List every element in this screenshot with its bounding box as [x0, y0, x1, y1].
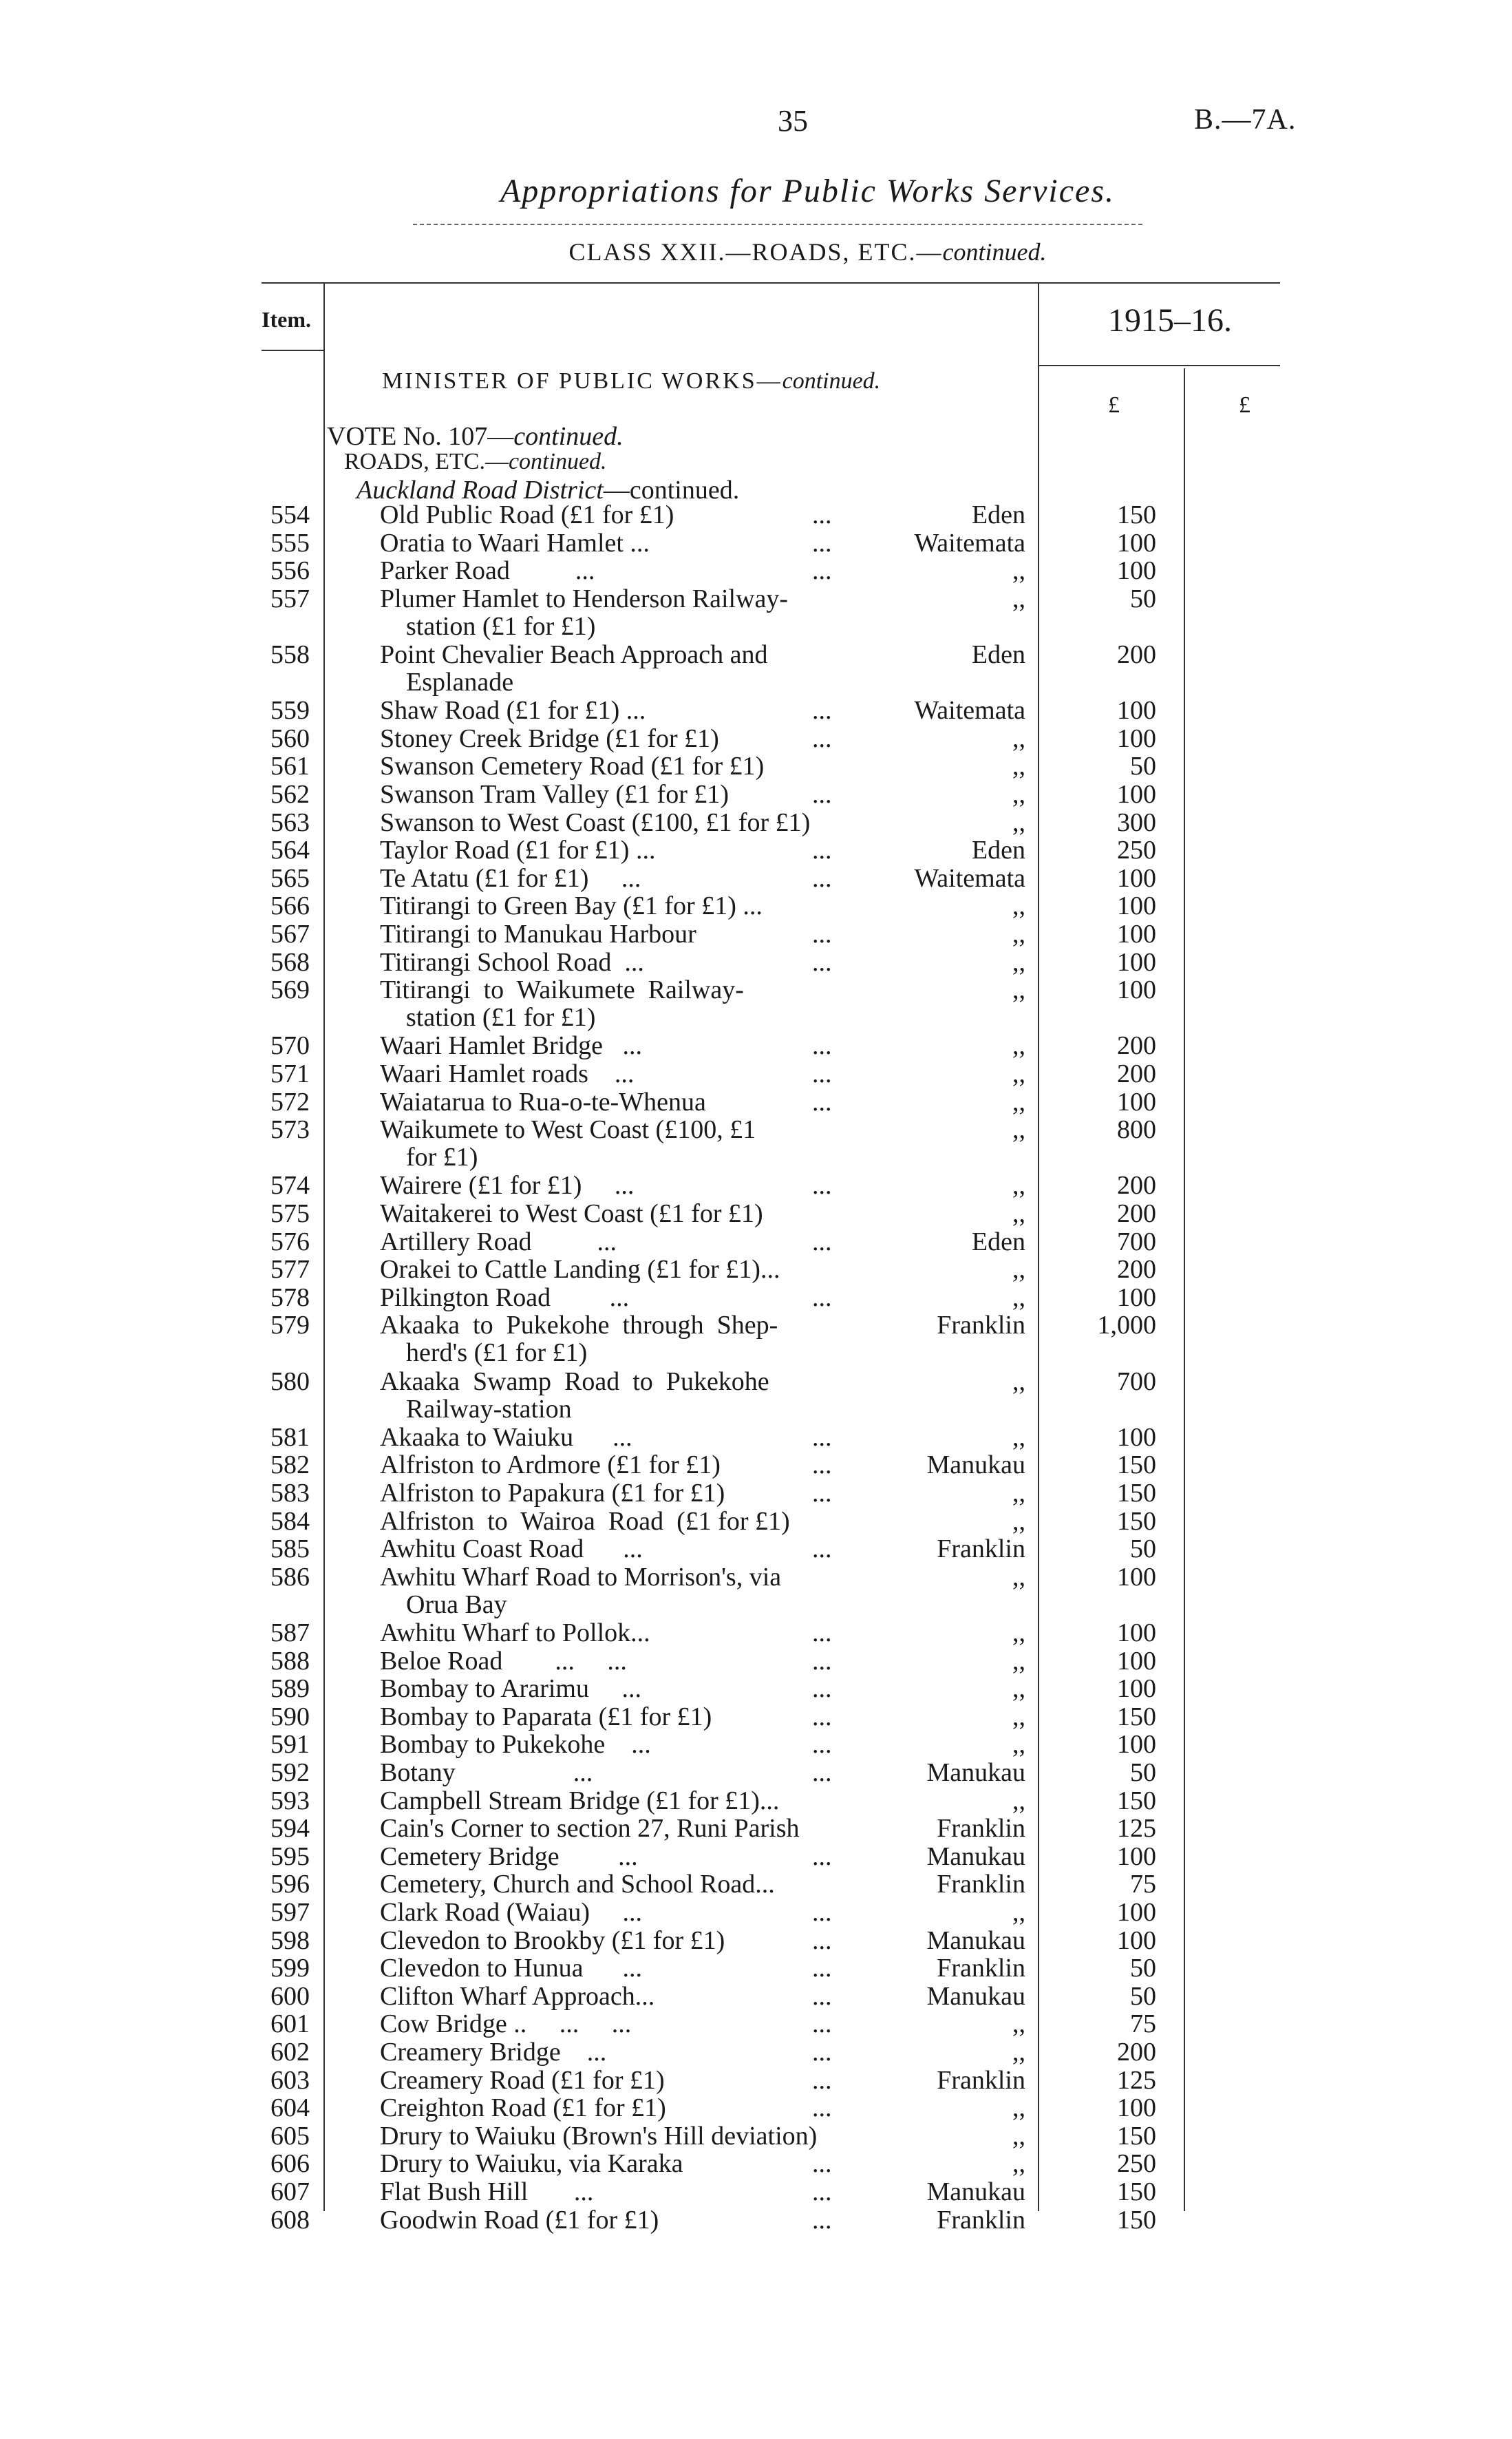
item-description: Bombay to Pukekohe ... — [380, 1730, 651, 1759]
item-description: Alfriston to Wairoa Road (£1 for £1) — [380, 1507, 790, 1536]
item-column-header: Item. — [262, 307, 311, 332]
item-description: Bombay to Ararimu ... — [380, 1674, 641, 1703]
leader-dots: ... — [812, 1926, 832, 1955]
amount: 700 — [1117, 1367, 1156, 1396]
amount: 125 — [1117, 2066, 1156, 2095]
item-number: 599 — [270, 1954, 310, 1983]
amount: 100 — [1117, 529, 1156, 558]
pound-symbol-total: £ — [1239, 392, 1250, 418]
item-number: 604 — [270, 2093, 310, 2122]
item-description: Clevedon to Hunua ... — [380, 1954, 643, 1983]
title-divider — [413, 224, 1142, 225]
item-description: Bombay to Paparata (£1 for £1) — [380, 1702, 712, 1731]
leader-dots: ... — [812, 1954, 832, 1983]
item-number: 597 — [270, 1898, 310, 1927]
item-number: 594 — [270, 1814, 310, 1843]
amount: 50 — [1130, 1758, 1156, 1787]
item-number: 573 — [270, 1115, 310, 1144]
item-description: Awhitu Wharf Road to Morrison's, via — [380, 1563, 782, 1592]
amount: 100 — [1117, 1842, 1156, 1871]
district-name: Franklin — [937, 1311, 1025, 1340]
district-name: ,, — [1012, 1283, 1025, 1312]
district-name: ,, — [1012, 2122, 1025, 2151]
item-number: 568 — [270, 948, 310, 977]
item-number: 605 — [270, 2122, 310, 2151]
item-description: Taylor Road (£1 for £1) ... — [380, 836, 656, 865]
item-number: 569 — [270, 975, 310, 1004]
leader-dots: ... — [812, 500, 832, 529]
item-description: Waari Hamlet Bridge ... — [380, 1031, 643, 1060]
district-name: Waitemata — [914, 864, 1025, 893]
district-name: ,, — [1012, 2093, 1025, 2122]
district-name: Eden — [971, 500, 1025, 529]
item-description: Alfriston to Papakura (£1 for £1) — [380, 1479, 725, 1508]
leader-dots: ... — [812, 1982, 832, 2011]
district-name: ,, — [1012, 556, 1025, 585]
item-number: 589 — [270, 1674, 310, 1703]
amount: 100 — [1117, 975, 1156, 1004]
amount: 50 — [1130, 1534, 1156, 1563]
item-number: 559 — [270, 696, 310, 725]
item-description: Drury to Waiuku, via Karaka — [380, 2149, 683, 2178]
item-number: 598 — [270, 1926, 310, 1955]
item-number: 566 — [270, 891, 310, 920]
amount: 100 — [1117, 780, 1156, 809]
item-description: Orakei to Cattle Landing (£1 for £1)... — [380, 1255, 780, 1284]
item-description: Clevedon to Brookby (£1 for £1) — [380, 1926, 725, 1955]
class-label: CLASS XXII.—ROADS, ETC.— — [568, 238, 943, 266]
item-description: Creighton Road (£1 for £1) — [380, 2093, 666, 2122]
item-description: Flat Bush Hill ... — [380, 2177, 594, 2206]
amount: 50 — [1130, 1982, 1156, 2011]
item-number: 575 — [270, 1199, 310, 1228]
leader-dots: ... — [812, 696, 832, 725]
district-name: ,, — [1012, 1786, 1025, 1815]
document-reference: B.—7A. — [1194, 104, 1297, 136]
amount: 100 — [1117, 1926, 1156, 1955]
amount: 100 — [1117, 1563, 1156, 1592]
amount: 1,000 — [1097, 1311, 1156, 1340]
item-number: 562 — [270, 780, 310, 809]
district-name: ,, — [1012, 1255, 1025, 1284]
item-description: Awhitu Coast Road ... — [380, 1534, 643, 1563]
item-number: 567 — [270, 920, 310, 949]
amount: 75 — [1130, 1870, 1156, 1899]
district-name: Franklin — [937, 2066, 1025, 2095]
district-name: ,, — [1012, 891, 1025, 920]
item-number: 556 — [270, 556, 310, 585]
item-description: Waitakerei to West Coast (£1 for £1) — [380, 1199, 763, 1228]
amount: 250 — [1117, 836, 1156, 865]
item-description: Plumer Hamlet to Henderson Railway- — [380, 584, 789, 613]
district-name: Franklin — [937, 2206, 1025, 2235]
item-description: Swanson Cemetery Road (£1 for £1) — [380, 752, 765, 781]
amount: 100 — [1117, 920, 1156, 949]
district-name: ,, — [1012, 2038, 1025, 2067]
item-number: 596 — [270, 1870, 310, 1899]
item-number: 585 — [270, 1534, 310, 1563]
roads-heading — [344, 449, 607, 475]
item-description: Titirangi School Road ... — [380, 948, 644, 977]
item-description: Stoney Creek Bridge (£1 for £1) — [380, 724, 719, 753]
item-number: 555 — [270, 529, 310, 558]
item-number: 588 — [270, 1647, 310, 1676]
amount: 125 — [1117, 1814, 1156, 1843]
leader-dots: ... — [812, 1423, 832, 1452]
amount: 100 — [1117, 556, 1156, 585]
leader-dots: ... — [812, 1059, 832, 1088]
roads-continued: continued. — [508, 449, 607, 474]
item-description: Pilkington Road ... — [380, 1283, 630, 1312]
amount: 200 — [1117, 1171, 1156, 1200]
leader-dots: ... — [812, 1088, 832, 1117]
item-number: 564 — [270, 836, 310, 865]
item-description: Drury to Waiuku (Brown's Hill deviation) — [380, 2122, 818, 2151]
item-description: Waikumete to West Coast (£100, £1 — [380, 1115, 756, 1144]
district-name: ,, — [1012, 1199, 1025, 1228]
district-name: ,, — [1012, 948, 1025, 977]
item-description-continued: Railway-station — [406, 1395, 572, 1424]
amount: 200 — [1117, 1059, 1156, 1088]
item-number: 590 — [270, 1702, 310, 1731]
district-name: ,, — [1012, 1115, 1025, 1144]
leader-dots: ... — [812, 1171, 832, 1200]
district-name: ,, — [1012, 724, 1025, 753]
district-name: ,, — [1012, 975, 1025, 1004]
item-description: Wairere (£1 for £1) ... — [380, 1171, 635, 1200]
amount: 700 — [1117, 1227, 1156, 1256]
district-name: Manukau — [926, 1982, 1025, 2011]
district-name: ,, — [1012, 808, 1025, 837]
leader-dots: ... — [812, 1618, 832, 1647]
subtotal-column-divider — [1184, 368, 1185, 2211]
leader-dots: ... — [812, 1227, 832, 1256]
leader-dots: ... — [812, 1450, 832, 1479]
district-name: ,, — [1012, 2149, 1025, 2178]
leader-dots: ... — [812, 836, 832, 865]
district-name: ,, — [1012, 780, 1025, 809]
item-number: 560 — [270, 724, 310, 753]
leader-dots: ... — [812, 724, 832, 753]
leader-dots: ... — [812, 1674, 832, 1703]
item-description-continued: herd's (£1 for £1) — [406, 1338, 588, 1367]
district-name: ,, — [1012, 1507, 1025, 1536]
minister-heading — [382, 368, 880, 394]
item-description: Cain's Corner to section 27, Runi Parish — [380, 1814, 800, 1843]
item-description: Titirangi to Green Bay (£1 for £1) ... — [380, 891, 763, 920]
district-name: ,, — [1012, 1423, 1025, 1452]
item-number: 600 — [270, 1982, 310, 2011]
amount: 150 — [1117, 1507, 1156, 1536]
amount: 100 — [1117, 1898, 1156, 1927]
leader-dots: ... — [812, 1842, 832, 1871]
item-number: 561 — [270, 752, 310, 781]
district-name: ,, — [1012, 920, 1025, 949]
item-column-divider — [323, 284, 325, 2211]
district-continued: —continued. — [603, 476, 740, 505]
item-description: Alfriston to Ardmore (£1 for £1) — [380, 1450, 721, 1479]
item-description-continued: station (£1 for £1) — [406, 612, 596, 641]
district-name: ,, — [1012, 1088, 1025, 1117]
item-description: Te Atatu (£1 for £1) ... — [380, 864, 641, 893]
leader-dots: ... — [812, 1702, 832, 1731]
item-description: Beloe Road ... ... — [380, 1647, 627, 1676]
vote-label: VOTE No. 107— — [327, 422, 514, 451]
item-number: 570 — [270, 1031, 310, 1060]
district-name: ,, — [1012, 1702, 1025, 1731]
item-description: Waiatarua to Rua-o-te-Whenua — [380, 1088, 706, 1117]
item-number: 608 — [270, 2206, 310, 2235]
vote-continued: continued. — [513, 422, 624, 451]
district-name: ,, — [1012, 1563, 1025, 1592]
class-heading — [0, 237, 1512, 266]
item-description: Parker Road ... — [380, 556, 595, 585]
district-name: ,, — [1012, 752, 1025, 781]
item-description: Creamery Road (£1 for £1) — [380, 2066, 665, 2095]
district-name: Waitemata — [914, 696, 1025, 725]
item-number: 558 — [270, 640, 310, 669]
amount: 150 — [1117, 1702, 1156, 1731]
item-number: 557 — [270, 584, 310, 613]
item-number: 601 — [270, 2009, 310, 2038]
amount: 200 — [1117, 1031, 1156, 1060]
amount: 100 — [1117, 1088, 1156, 1117]
item-header-rule — [262, 350, 323, 351]
leader-dots: ... — [812, 1647, 832, 1676]
district-name: Manukau — [926, 1450, 1025, 1479]
item-number: 591 — [270, 1730, 310, 1759]
item-description: Cemetery, Church and School Road... — [380, 1870, 775, 1899]
amount: 150 — [1117, 2177, 1156, 2206]
amount: 100 — [1117, 891, 1156, 920]
item-number: 563 — [270, 808, 310, 837]
amount: 50 — [1130, 752, 1156, 781]
district-name: Franklin — [937, 1870, 1025, 1899]
district-name: Eden — [971, 640, 1025, 669]
item-description: Akaaka to Waiuku ... — [380, 1423, 632, 1452]
amount: 800 — [1117, 1115, 1156, 1144]
item-number: 571 — [270, 1059, 310, 1088]
item-description: Akaaka to Pukekohe through Shep- — [380, 1311, 778, 1340]
district-name: ,, — [1012, 1171, 1025, 1200]
item-description: Clark Road (Waiau) ... — [380, 1898, 643, 1927]
leader-dots: ... — [812, 2206, 832, 2235]
leader-dots: ... — [812, 2009, 832, 2038]
district-name: Eden — [971, 1227, 1025, 1256]
amount: 200 — [1117, 2038, 1156, 2067]
item-description: Swanson Tram Valley (£1 for £1) — [380, 780, 730, 809]
district-name: ,, — [1012, 1898, 1025, 1927]
leader-dots: ... — [812, 2038, 832, 2067]
item-description: Old Public Road (£1 for £1) — [380, 500, 674, 529]
leader-dots: ... — [812, 920, 832, 949]
district-label: Auckland Road District — [356, 476, 604, 505]
item-number: 586 — [270, 1563, 310, 1592]
item-number: 565 — [270, 864, 310, 893]
item-number: 607 — [270, 2177, 310, 2206]
amount: 100 — [1117, 1674, 1156, 1703]
item-description: Oratia to Waari Hamlet ... — [380, 529, 650, 558]
item-description: Artillery Road ... — [380, 1227, 617, 1256]
item-number: 580 — [270, 1367, 310, 1396]
amount: 50 — [1130, 1954, 1156, 1983]
amount: 150 — [1117, 1479, 1156, 1508]
amount: 100 — [1117, 1647, 1156, 1676]
item-number: 579 — [270, 1311, 310, 1340]
item-description: Creamery Bridge ... — [380, 2038, 607, 2067]
district-name: ,, — [1012, 1730, 1025, 1759]
item-number: 593 — [270, 1786, 310, 1815]
district-name: ,, — [1012, 1479, 1025, 1508]
item-number: 554 — [270, 500, 310, 529]
district-name: Franklin — [937, 1814, 1025, 1843]
district-name: ,, — [1012, 1647, 1025, 1676]
leader-dots: ... — [812, 1758, 832, 1787]
amount: 100 — [1117, 948, 1156, 977]
district-name: Waitemata — [914, 529, 1025, 558]
amount: 300 — [1117, 808, 1156, 837]
district-name: ,, — [1012, 2009, 1025, 2038]
amount: 100 — [1117, 864, 1156, 893]
pound-symbol-amount: £ — [1108, 392, 1120, 418]
amount: 150 — [1117, 500, 1156, 529]
leader-dots: ... — [812, 2149, 832, 2178]
district-name: ,, — [1012, 1367, 1025, 1396]
district-name: Manukau — [926, 2177, 1025, 2206]
amount: 150 — [1117, 1450, 1156, 1479]
item-description: Point Chevalier Beach Approach and — [380, 640, 768, 669]
item-number: 602 — [270, 2038, 310, 2067]
amount: 200 — [1117, 1199, 1156, 1228]
district-name: ,, — [1012, 1059, 1025, 1088]
item-description: Swanson to West Coast (£100, £1 for £1) — [380, 808, 811, 837]
item-description-continued: for £1) — [406, 1143, 478, 1172]
item-number: 606 — [270, 2149, 310, 2178]
item-number: 581 — [270, 1423, 310, 1452]
leader-dots: ... — [812, 864, 832, 893]
class-continued: continued. — [942, 238, 1047, 266]
amount: 100 — [1117, 1423, 1156, 1452]
leader-dots: ... — [812, 529, 832, 558]
item-description: Botany ... — [380, 1758, 593, 1787]
amount: 100 — [1117, 1730, 1156, 1759]
district-name: ,, — [1012, 1618, 1025, 1647]
minister-continued: continued. — [782, 368, 881, 394]
district-name: Manukau — [926, 1758, 1025, 1787]
amount: 100 — [1117, 1618, 1156, 1647]
item-description: Shaw Road (£1 for £1) ... — [380, 696, 646, 725]
page-number: 35 — [778, 104, 808, 138]
amount: 150 — [1117, 1786, 1156, 1815]
leader-dots: ... — [812, 1283, 832, 1312]
item-description: Campbell Stream Bridge (£1 for £1)... — [380, 1786, 780, 1815]
item-description: Awhitu Wharf to Pollok... — [380, 1618, 650, 1647]
amount-column-divider — [1038, 284, 1039, 2211]
item-number: 587 — [270, 1618, 310, 1647]
district-name: Franklin — [937, 1534, 1025, 1563]
item-number: 577 — [270, 1255, 310, 1284]
item-number: 584 — [270, 1507, 310, 1536]
item-number: 576 — [270, 1227, 310, 1256]
leader-dots: ... — [812, 780, 832, 809]
district-name: Manukau — [926, 1842, 1025, 1871]
amount: 50 — [1130, 584, 1156, 613]
leader-dots: ... — [812, 1479, 832, 1508]
leader-dots: ... — [812, 2177, 832, 2206]
minister-label: MINISTER OF PUBLIC WORKS— — [382, 368, 782, 394]
item-description-continued: station (£1 for £1) — [406, 1003, 596, 1032]
leader-dots: ... — [812, 2066, 832, 2095]
item-description: Titirangi to Manukau Harbour — [380, 920, 696, 949]
district-name: ,, — [1012, 1674, 1025, 1703]
leader-dots: ... — [812, 2093, 832, 2122]
item-number: 574 — [270, 1171, 310, 1200]
item-description-continued: Orua Bay — [406, 1590, 507, 1619]
year-column-header: 1915–16. — [1108, 302, 1232, 339]
item-description: Goodwin Road (£1 for £1) — [380, 2206, 659, 2235]
leader-dots: ... — [812, 556, 832, 585]
leader-dots: ... — [812, 1534, 832, 1563]
amount: 100 — [1117, 1283, 1156, 1312]
item-number: 582 — [270, 1450, 310, 1479]
leader-dots: ... — [812, 1898, 832, 1927]
item-description: Cemetery Bridge ... — [380, 1842, 638, 1871]
item-description: Clifton Wharf Approach... — [380, 1982, 655, 2011]
item-number: 603 — [270, 2066, 310, 2095]
amount: 100 — [1117, 696, 1156, 725]
district-name: Eden — [971, 836, 1025, 865]
item-description-continued: Esplanade — [406, 668, 514, 697]
year-header-rule — [1039, 365, 1280, 366]
vote-heading — [327, 421, 624, 452]
item-number: 595 — [270, 1842, 310, 1871]
amount: 200 — [1117, 1255, 1156, 1284]
page-title: Appropriations for Public Works Services. — [500, 173, 1116, 209]
item-description: Titirangi to Waikumete Railway- — [380, 975, 744, 1004]
item-description: Cow Bridge .. ... ... — [380, 2009, 632, 2038]
item-number: 592 — [270, 1758, 310, 1787]
roads-label: ROADS, ETC.— — [344, 449, 509, 474]
amount: 100 — [1117, 2093, 1156, 2122]
district-name: Franklin — [937, 1954, 1025, 1983]
leader-dots: ... — [812, 1031, 832, 1060]
item-number: 578 — [270, 1283, 310, 1312]
item-description: Waari Hamlet roads ... — [380, 1059, 635, 1088]
item-description: Akaaka Swamp Road to Pukekohe — [380, 1367, 769, 1396]
amount: 75 — [1130, 2009, 1156, 2038]
district-name: ,, — [1012, 584, 1025, 613]
district-name: ,, — [1012, 1031, 1025, 1060]
leader-dots: ... — [812, 948, 832, 977]
district-name: Manukau — [926, 1926, 1025, 1955]
amount: 250 — [1117, 2149, 1156, 2178]
amount: 150 — [1117, 2206, 1156, 2235]
amount: 100 — [1117, 724, 1156, 753]
amount: 200 — [1117, 640, 1156, 669]
table-top-rule — [262, 282, 1280, 284]
leader-dots: ... — [812, 1730, 832, 1759]
item-number: 572 — [270, 1088, 310, 1117]
amount: 150 — [1117, 2122, 1156, 2151]
item-number: 583 — [270, 1479, 310, 1508]
